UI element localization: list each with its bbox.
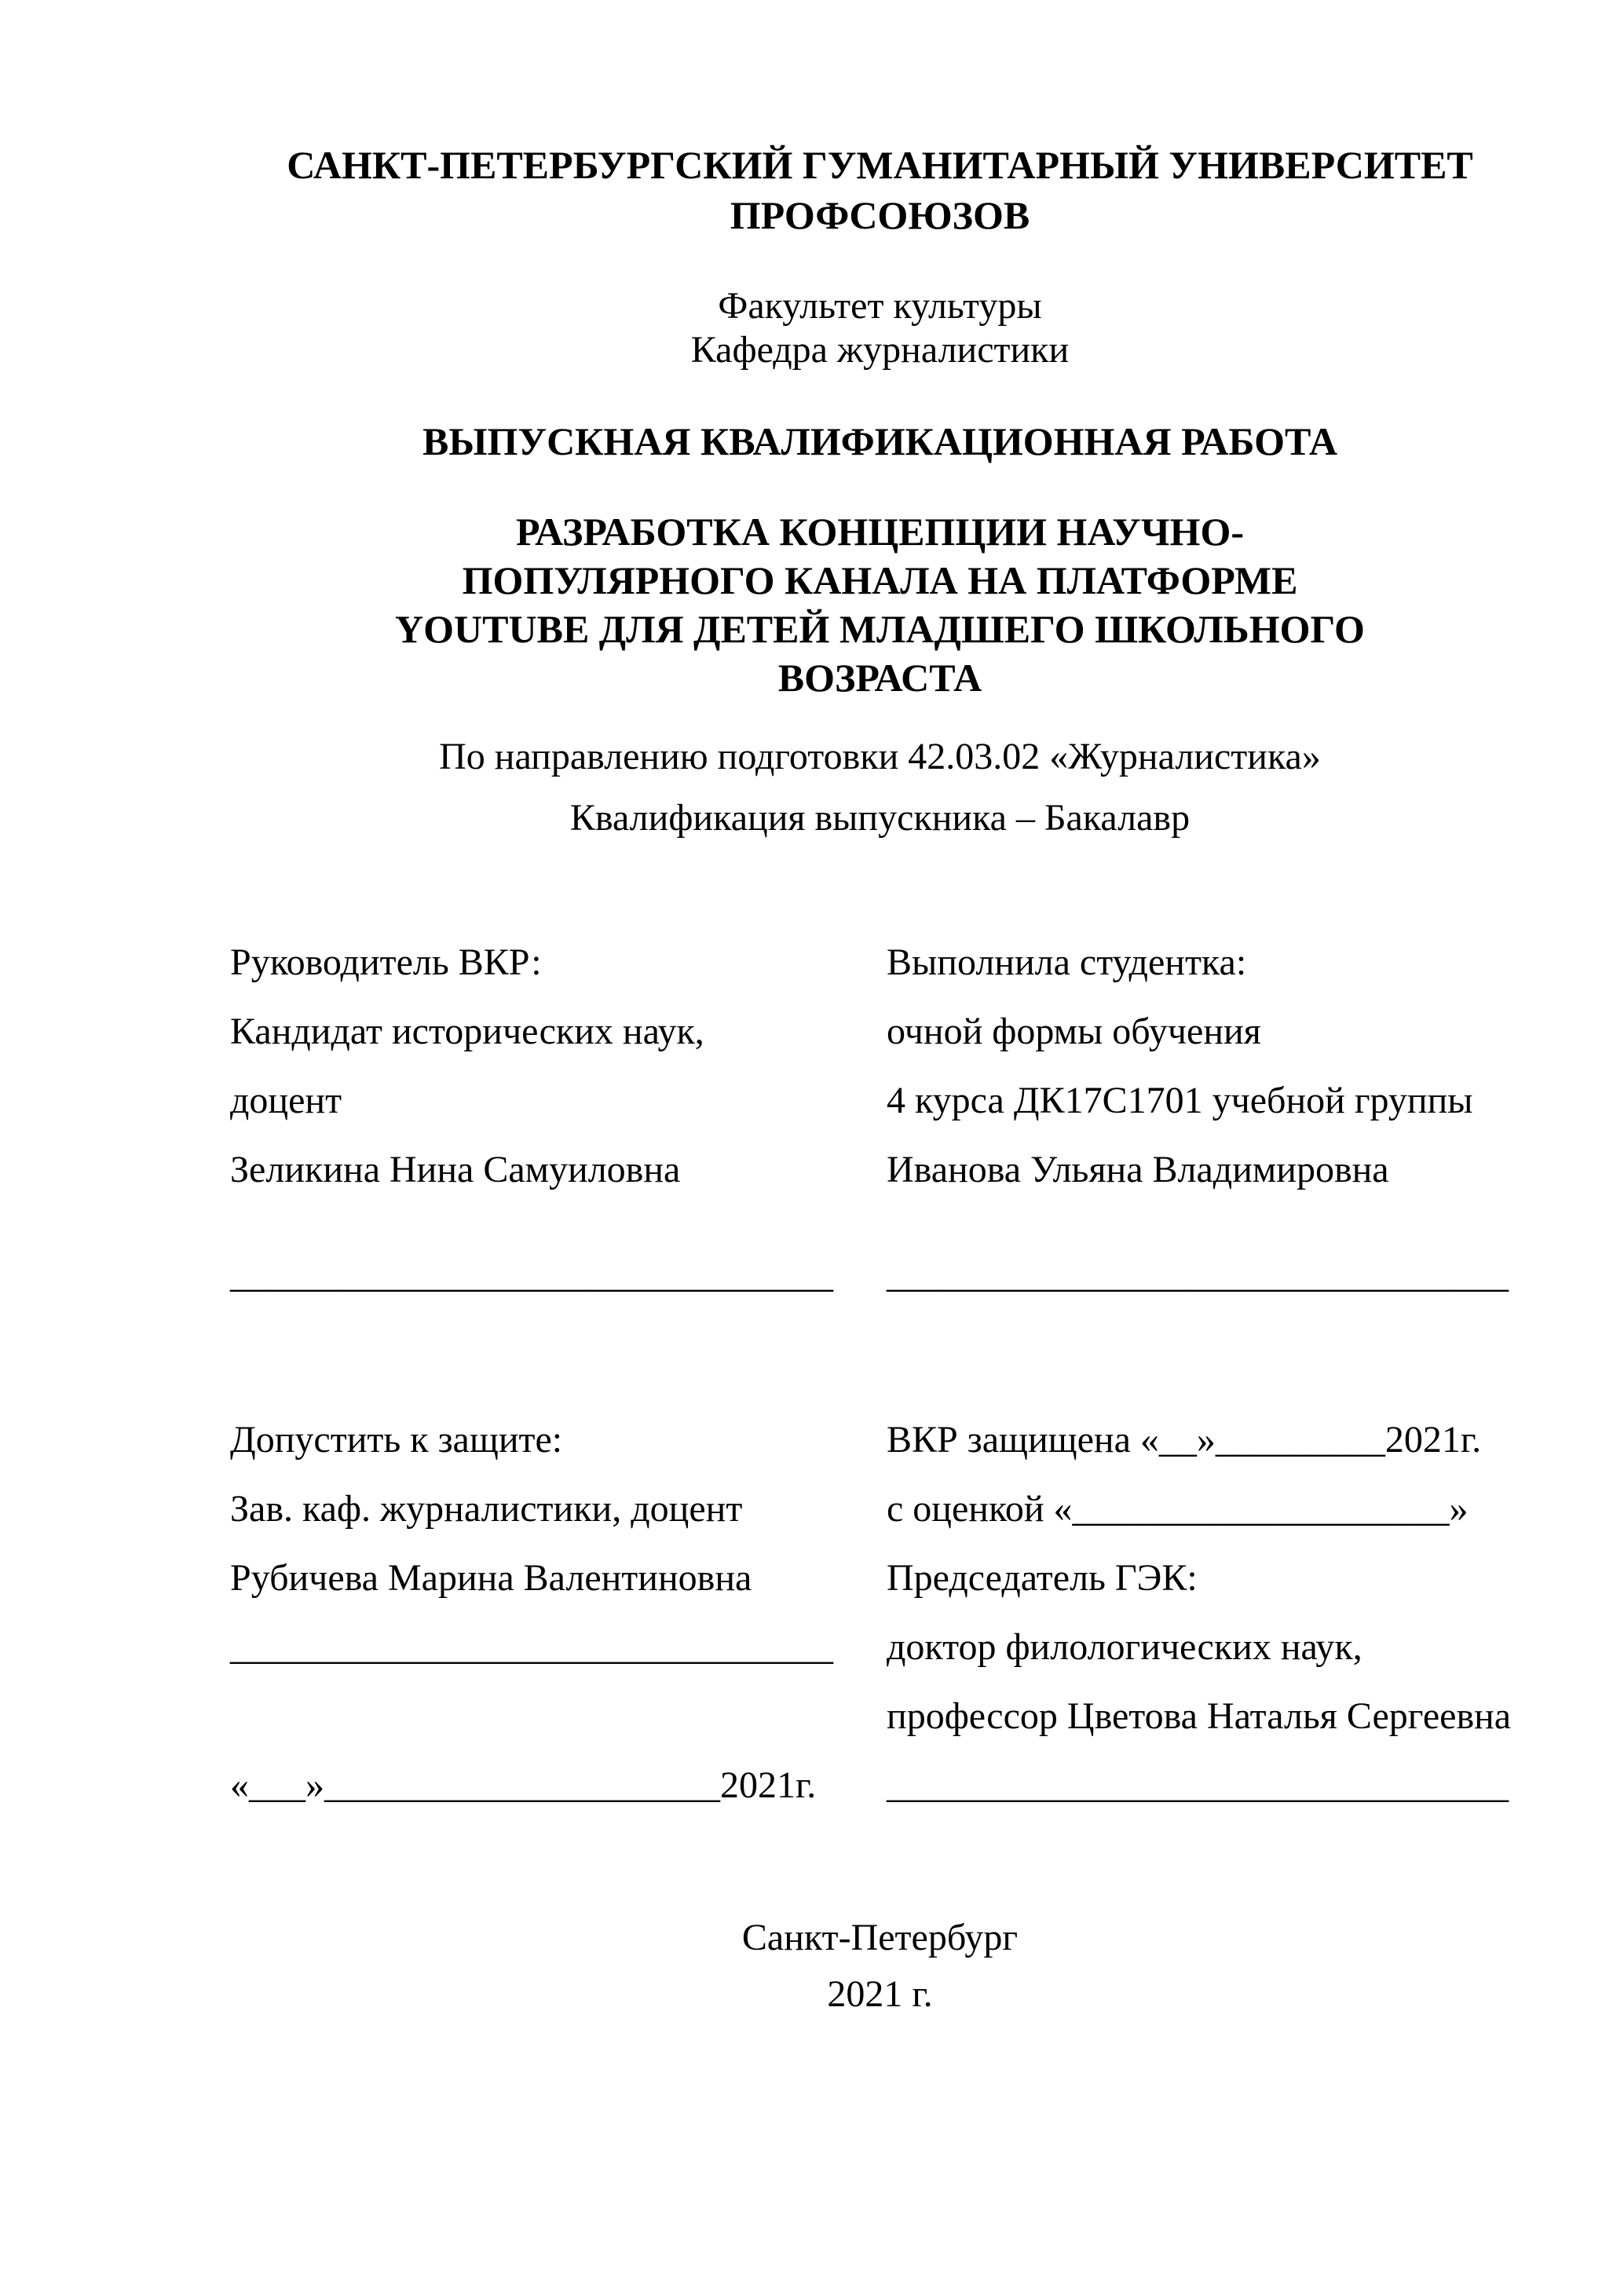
persons-block (230, 928, 1530, 1205)
defense-defended-line: ВКР защищена «__»_________2021г. (887, 1419, 1482, 1461)
faculty-name: Факультет культуры (718, 285, 1042, 327)
graduate-qualification: Квалификация выпускника – Бакалавр (569, 797, 1191, 839)
defense-column (887, 1406, 1530, 1820)
signature-row (230, 1241, 1530, 1310)
thesis-title-line: РАЗРАБОТКА КОНЦЕПЦИИ НАУЧНО- (515, 510, 1244, 554)
thesis-title-line: ВОЗРАСТА (777, 656, 982, 700)
faculty-block (230, 284, 1530, 372)
admission-heading: Допустить к защите: (230, 1419, 563, 1461)
university-name (230, 140, 1530, 240)
page-content (230, 140, 1530, 2016)
defense-chairman-label: Председатель ГЭК: (887, 1557, 1198, 1599)
student-name: Иванова Ульяна Владимировна (887, 1149, 1389, 1190)
supervisor-degree: Кандидат исторических наук, (230, 1011, 704, 1052)
student-label: Выполнила студентка: (887, 941, 1247, 983)
defense-chairman-degree: доктор филологических наук, (887, 1626, 1362, 1668)
city-name: Санкт-Петербург (741, 1917, 1019, 1958)
supervisor-column (230, 928, 887, 1205)
student-signature-line: _________________________________ (887, 1254, 1509, 1296)
admission-column (230, 1406, 887, 1820)
year-label: 2021 г. (827, 1973, 933, 2015)
admission-name: Рубичева Марина Валентиновна (230, 1557, 752, 1599)
admission-date-line: «___»_____________________2021г. (230, 1764, 817, 1806)
approval-block (230, 1406, 1530, 1820)
university-name-line1: САНКТ-ПЕТЕРБУРГСКИЙ ГУМАНИТАРНЫЙ УНИВЕРСИТЕТ (287, 143, 1473, 187)
supervisor-position: доцент (230, 1080, 342, 1121)
work-type-heading: ВЫПУСКНАЯ КВАЛИФИКАЦИОННАЯ РАБОТА (422, 419, 1337, 463)
thesis-title-line: ПОПУЛЯРНОГО КАНАЛА НА ПЛАТФОРМЕ (462, 558, 1298, 602)
supervisor-signature-line: ________________________________ (230, 1254, 833, 1296)
department-name: Кафедра журналистики (690, 329, 1070, 371)
university-name-line2: ПРОФСОЮЗОВ (730, 193, 1030, 237)
student-column (887, 928, 1530, 1205)
defense-chairman-name: профессор Цветова Наталья Сергеевна (887, 1695, 1512, 1737)
supervisor-label: Руководитель ВКР: (230, 941, 542, 983)
defense-grade-line: с оценкой «____________________» (887, 1488, 1469, 1530)
thesis-title (230, 507, 1530, 702)
thesis-title-line: YOUTUBE ДЛЯ ДЕТЕЙ МЛАДШЕГО ШКОЛЬНОГО (395, 607, 1365, 651)
admission-signature-line: ________________________________ (230, 1626, 833, 1668)
admission-spacer (230, 1682, 887, 1751)
defense-signature-line: _________________________________ (887, 1764, 1509, 1806)
supervisor-name: Зеликина Нина Самуиловна (230, 1149, 681, 1190)
student-study-form: очной формы обучения (887, 1011, 1261, 1052)
study-direction: По направлению подготовки 42.03.02 «Журналистика» (439, 736, 1321, 777)
admission-position: Зав. каф. журналистики, доцент (230, 1488, 743, 1530)
student-group: 4 курса ДК17С1701 учебной группы (887, 1080, 1473, 1121)
